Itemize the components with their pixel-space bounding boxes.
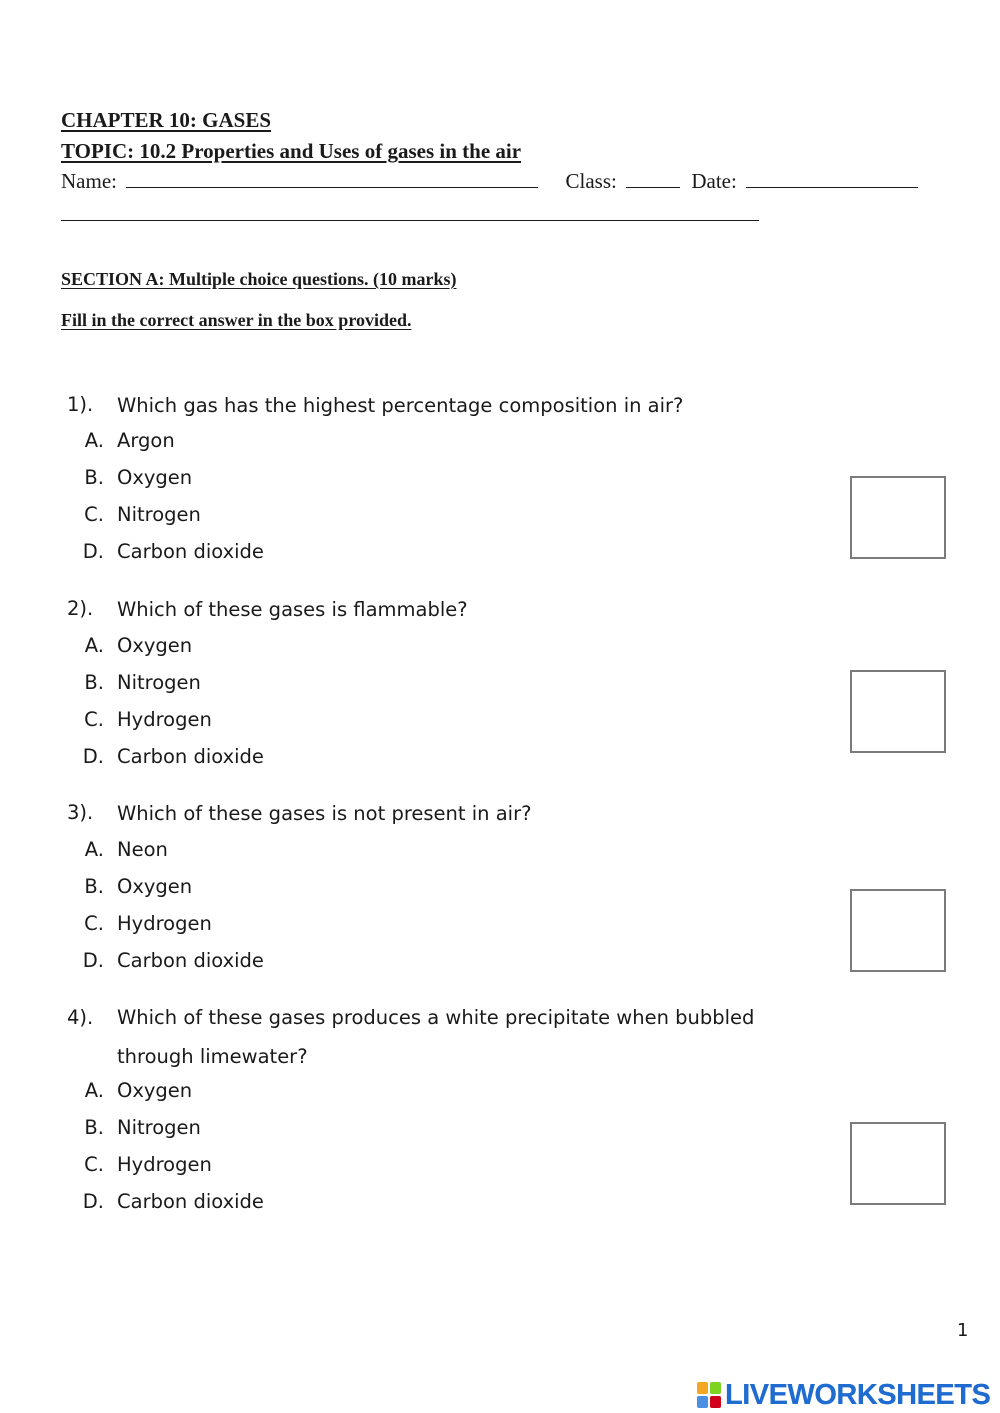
option-letter: B.	[84, 1116, 104, 1139]
option-letter: B.	[84, 466, 104, 489]
option-text: Argon	[117, 429, 175, 452]
name-field[interactable]	[126, 169, 538, 188]
answer-box-q4[interactable]	[850, 1122, 946, 1205]
answer-box-q2[interactable]	[850, 670, 946, 753]
chapter-title: CHAPTER 10: GASES	[61, 108, 272, 132]
question-text: Which gas has the highest percentage composition in air?	[117, 394, 684, 417]
option-text: Oxygen	[117, 466, 193, 489]
class-field[interactable]	[626, 169, 680, 188]
option-text: Oxygen	[117, 634, 193, 657]
option-text: Neon	[117, 838, 168, 861]
liveworksheets-logo[interactable]	[697, 1377, 990, 1413]
question-number: 3).	[67, 801, 94, 824]
date-field[interactable]	[746, 169, 918, 188]
option-letter: B.	[84, 875, 104, 898]
question-number: 2).	[67, 597, 94, 620]
brand-name: LIVEWORKSHEETS	[725, 1378, 991, 1411]
topic-title: TOPIC: 10.2 Properties and Uses of gases in the air	[61, 139, 522, 163]
name-label: Name:	[61, 169, 117, 193]
option-letter: C.	[84, 912, 104, 935]
date-label: Date:	[691, 169, 737, 193]
option-letter: D.	[82, 1190, 104, 1213]
question-number: 1).	[67, 393, 94, 416]
option-letter: D.	[82, 540, 104, 563]
option-letter: A.	[84, 429, 104, 452]
extra-line	[61, 220, 759, 221]
answer-box-q3[interactable]	[850, 889, 946, 972]
option-text: Oxygen	[117, 875, 193, 898]
option-text: Nitrogen	[117, 1116, 201, 1139]
student-info-line	[61, 169, 918, 194]
liveworksheets-logo-icon	[697, 1382, 721, 1408]
page-number: 1	[957, 1320, 969, 1341]
question-text: Which of these gases is flammable?	[117, 598, 468, 621]
option-text: Hydrogen	[117, 1153, 212, 1176]
option-letter: C.	[84, 503, 104, 526]
answer-box-q1[interactable]	[850, 476, 946, 559]
option-text: Oxygen	[117, 1079, 193, 1102]
option-text: Carbon dioxide	[117, 540, 264, 563]
option-text: Carbon dioxide	[117, 745, 264, 768]
section-instruction: Fill in the correct answer in the box provided.	[61, 310, 412, 330]
option-text: Hydrogen	[117, 912, 212, 935]
question-text: Which of these gases produces a white precipitate when bubbled through limewater?	[117, 1006, 755, 1068]
option-text: Nitrogen	[117, 671, 201, 694]
option-letter: A.	[84, 1079, 104, 1102]
option-letter: C.	[84, 1153, 104, 1176]
question-number: 4).	[67, 1006, 94, 1029]
option-letter: C.	[84, 708, 104, 731]
option-letter: D.	[82, 949, 104, 972]
section-title: SECTION A: Multiple choice questions. (10 marks)	[61, 269, 457, 289]
question-text: Which of these gases is not present in air?	[117, 802, 532, 825]
option-text: Nitrogen	[117, 503, 201, 526]
option-letter: A.	[84, 838, 104, 861]
class-label: Class:	[565, 169, 617, 193]
option-letter: B.	[84, 671, 104, 694]
option-text: Hydrogen	[117, 708, 212, 731]
option-text: Carbon dioxide	[117, 1190, 264, 1213]
option-text: Carbon dioxide	[117, 949, 264, 972]
option-letter: D.	[82, 745, 104, 768]
option-letter: A.	[84, 634, 104, 657]
